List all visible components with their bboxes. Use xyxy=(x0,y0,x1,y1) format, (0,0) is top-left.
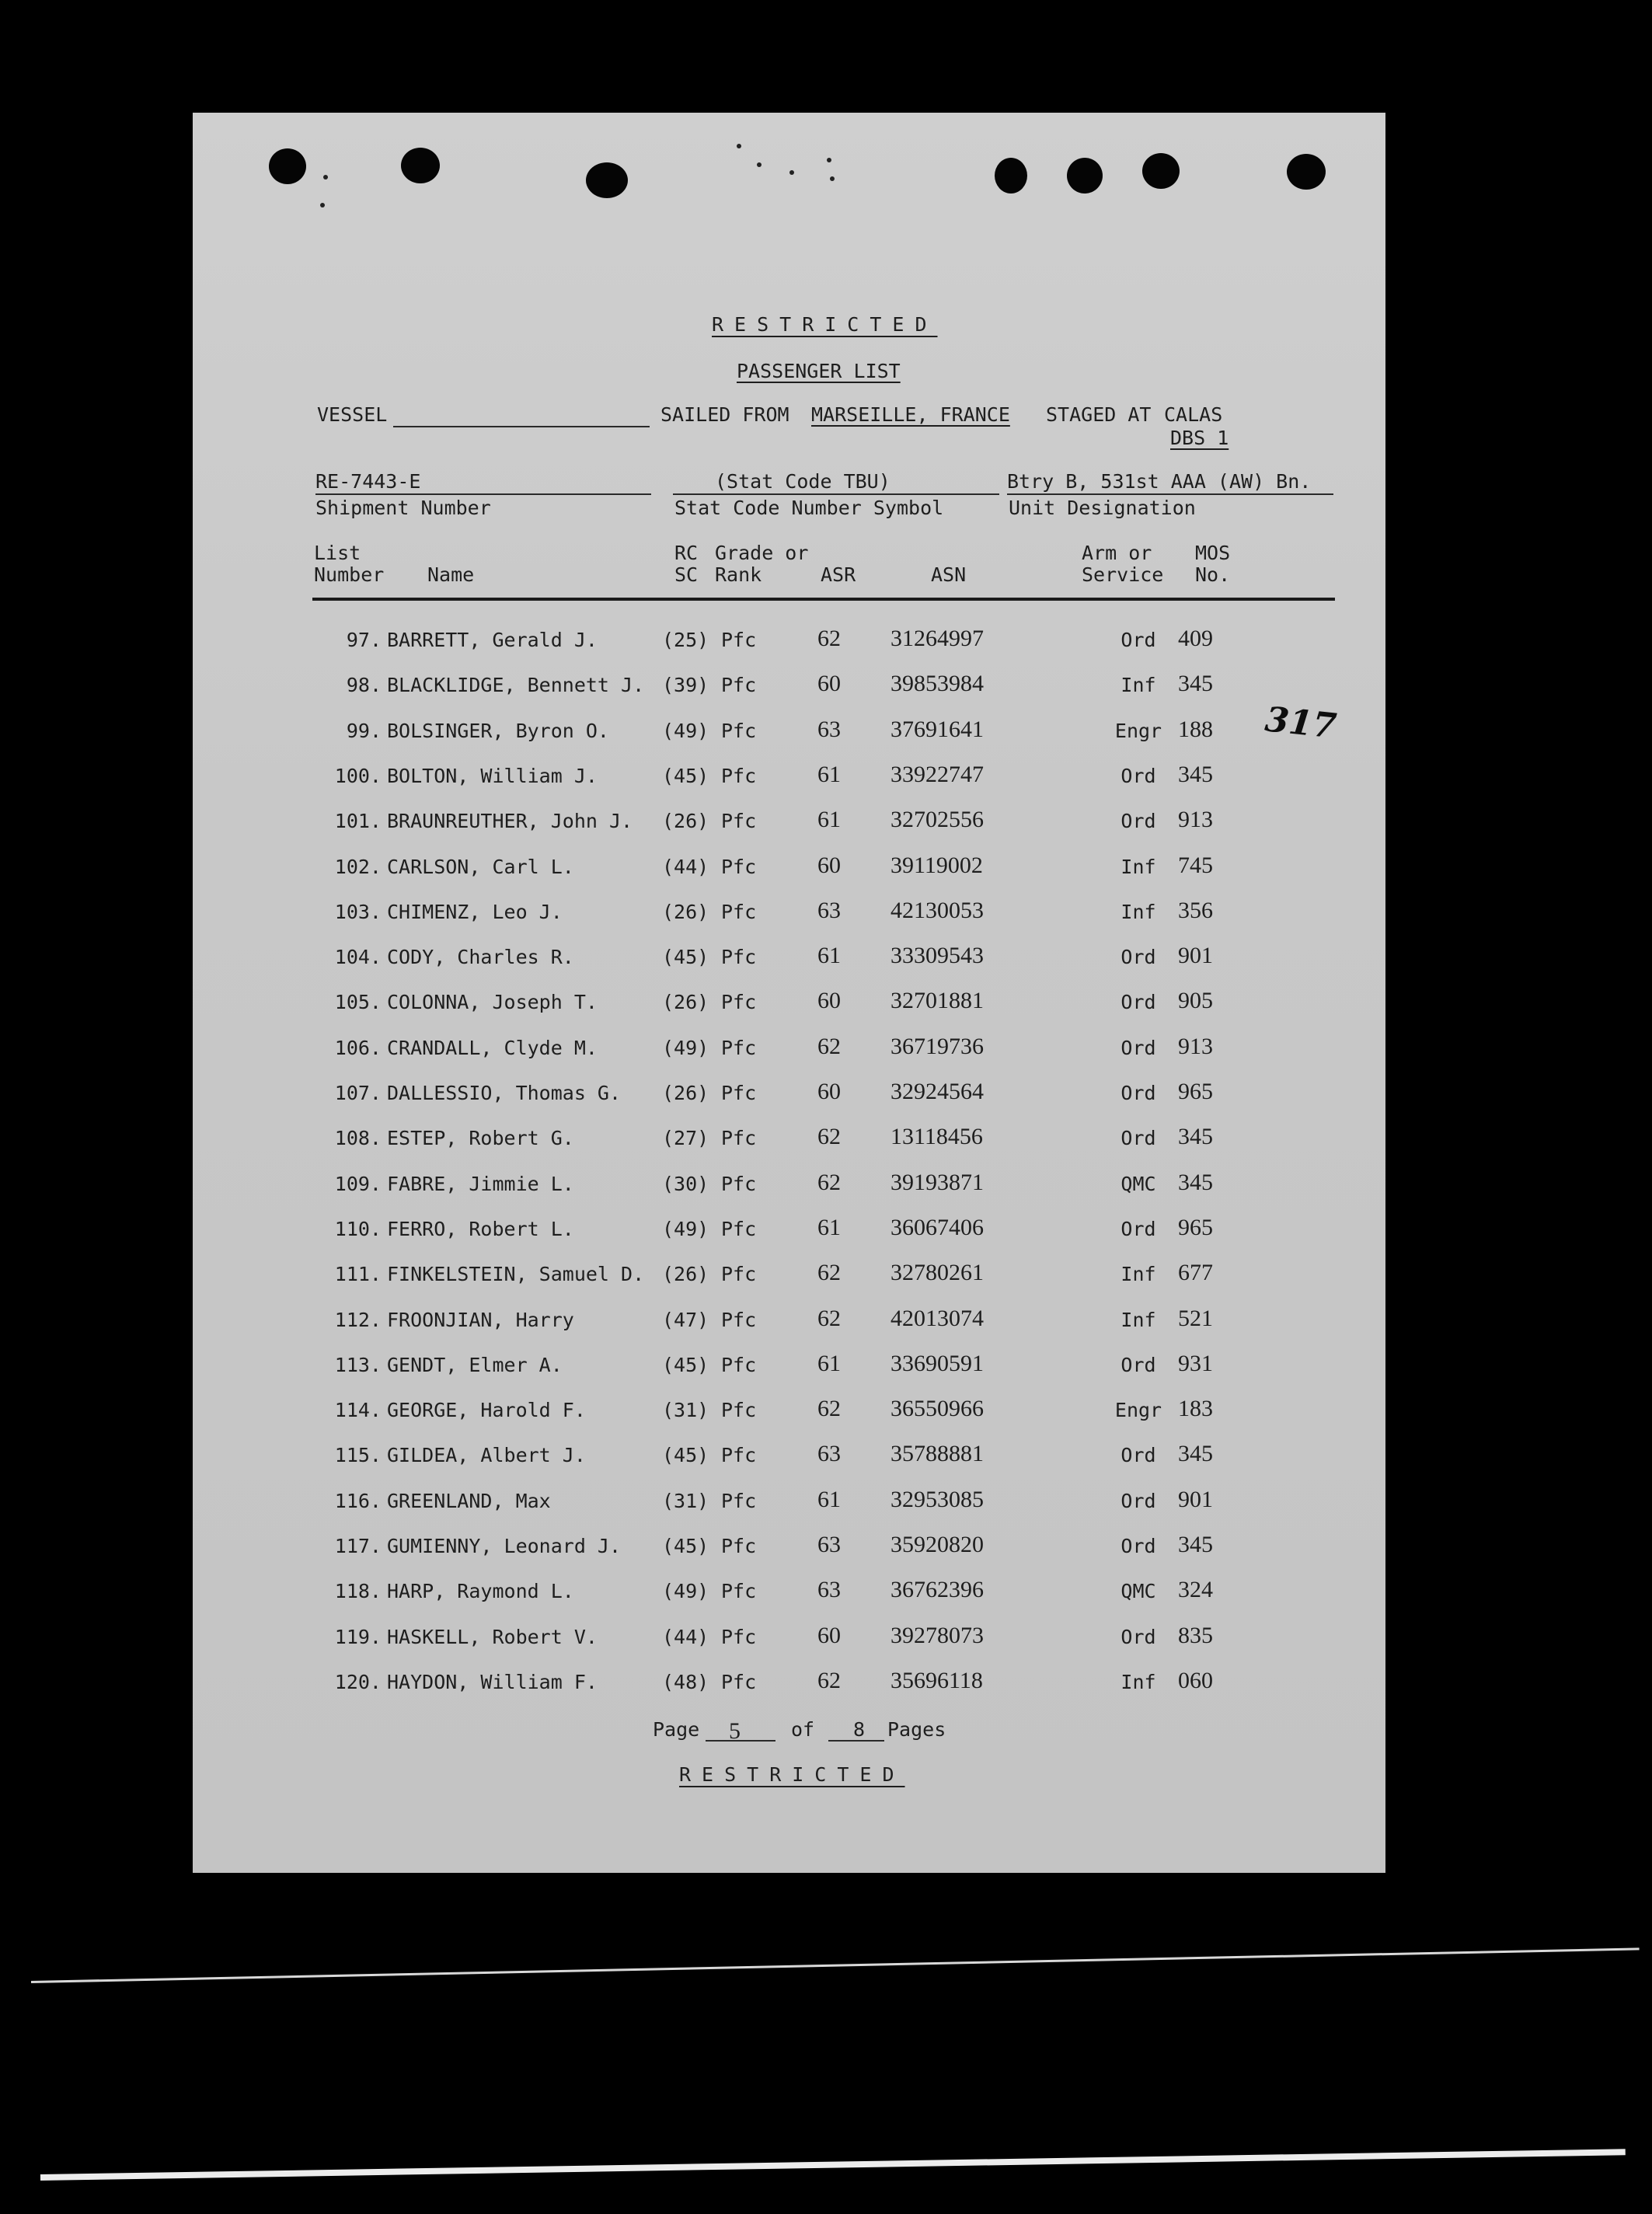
asn-number: 39193871 xyxy=(890,1169,984,1195)
passenger-name: HAYDON, William F. xyxy=(387,1670,598,1693)
rc-code: (48) xyxy=(662,1670,709,1693)
table-row xyxy=(193,807,1385,855)
shipment-number-rule xyxy=(315,493,651,495)
passenger-name: BOLSINGER, Byron O. xyxy=(387,719,609,742)
rc-code: (31) xyxy=(662,1489,709,1512)
speck xyxy=(320,203,325,207)
list-number: 120. xyxy=(334,1670,382,1693)
passenger-name: FERRO, Robert L. xyxy=(387,1217,574,1240)
list-number: 110. xyxy=(334,1217,382,1240)
asr-score: 62 xyxy=(817,1260,841,1286)
passenger-name: FINKELSTEIN, Samuel D. xyxy=(387,1263,645,1286)
speck xyxy=(789,170,794,175)
asr-score: 60 xyxy=(817,988,841,1014)
mos-number: 345 xyxy=(1178,1532,1213,1557)
table-row xyxy=(193,716,1385,765)
passenger-name: BLACKLIDGE, Bennett J. xyxy=(387,674,645,697)
punch-hole xyxy=(586,162,628,198)
col-header-mos: MOS xyxy=(1195,542,1231,564)
list-number: 106. xyxy=(334,1036,382,1059)
list-number: 112. xyxy=(334,1308,382,1331)
mos-number: 183 xyxy=(1178,1396,1213,1422)
arm-service: Inf xyxy=(1121,674,1156,697)
table-row xyxy=(193,1622,1385,1671)
list-number: 118. xyxy=(334,1580,382,1603)
table-row xyxy=(193,1486,1385,1535)
asn-number: 31264997 xyxy=(890,626,984,651)
col-header-list: List xyxy=(314,542,361,564)
list-number: 97. xyxy=(346,629,382,651)
arm-service: Ord xyxy=(1121,1625,1156,1648)
col-header-grade: Grade or xyxy=(715,542,809,564)
asr-score: 62 xyxy=(817,1667,841,1693)
list-number: 98. xyxy=(346,674,382,697)
footer-page-total: 8 xyxy=(853,1718,866,1741)
passenger-name: CARLSON, Carl L. xyxy=(387,855,574,878)
mos-number: 356 xyxy=(1178,897,1213,923)
asn-number: 36550966 xyxy=(890,1396,984,1422)
arm-service: Ord xyxy=(1121,1489,1156,1512)
arm-service: Ord xyxy=(1121,810,1156,833)
unit-designation-value: Btry B, 531st AAA (AW) Bn. xyxy=(1007,470,1312,493)
table-row xyxy=(193,1577,1385,1625)
speck xyxy=(737,144,741,148)
asn-number: 36067406 xyxy=(890,1214,984,1240)
passenger-name: GUMIENNY, Leonard J. xyxy=(387,1535,622,1557)
arm-service: Inf xyxy=(1121,1263,1156,1286)
arm-service: QMC xyxy=(1121,1172,1156,1195)
grade-rank: Pfc xyxy=(721,1353,757,1376)
grade-rank: Pfc xyxy=(721,674,757,697)
footer-page-total-rule xyxy=(828,1740,884,1742)
arm-service: Inf xyxy=(1121,900,1156,923)
asn-number: 37691641 xyxy=(890,716,984,742)
asr-score: 62 xyxy=(817,1396,841,1422)
scan-edge-line xyxy=(40,2149,1626,2181)
asr-score: 61 xyxy=(817,761,841,787)
speck xyxy=(323,175,328,180)
asn-number: 35696118 xyxy=(890,1667,983,1693)
table-row xyxy=(193,988,1385,1036)
grade-rank: Pfc xyxy=(721,1625,757,1648)
list-number: 99. xyxy=(346,719,382,742)
arm-service: QMC xyxy=(1121,1580,1156,1603)
passenger-name: BOLTON, William J. xyxy=(387,764,598,787)
punch-hole xyxy=(1067,158,1103,194)
arm-service: Ord xyxy=(1121,629,1156,651)
asn-number: 42013074 xyxy=(890,1305,984,1331)
grade-rank: Pfc xyxy=(721,764,757,787)
document-title-bottom: RESTRICTED xyxy=(679,1763,905,1786)
stat-code-label: Stat Code Number Symbol xyxy=(674,497,944,519)
grade-rank: Pfc xyxy=(721,991,757,1014)
rc-code: (26) xyxy=(662,900,709,923)
punch-hole xyxy=(269,148,306,184)
mos-number: 521 xyxy=(1178,1305,1213,1331)
list-number: 113. xyxy=(334,1353,382,1376)
list-number: 101. xyxy=(334,810,382,833)
passenger-name: GEORGE, Harold F. xyxy=(387,1399,586,1422)
table-row xyxy=(193,626,1385,674)
list-number: 115. xyxy=(334,1444,382,1467)
grade-rank: Pfc xyxy=(721,946,757,969)
header-rule xyxy=(312,598,1335,601)
grade-rank: Pfc xyxy=(721,1489,757,1512)
asn-number: 32780261 xyxy=(890,1260,984,1286)
asr-score: 61 xyxy=(817,1350,841,1376)
passenger-name: HASKELL, Robert V. xyxy=(387,1625,598,1648)
asr-score: 60 xyxy=(817,1622,841,1648)
grade-rank: Pfc xyxy=(721,1580,757,1603)
asn-number: 32924564 xyxy=(890,1079,984,1104)
grade-rank: Pfc xyxy=(721,1127,757,1150)
asr-score: 62 xyxy=(817,1305,841,1331)
passenger-name: CHIMENZ, Leo J. xyxy=(387,900,563,923)
col-header-asn: ASN xyxy=(931,563,967,586)
mos-number: 060 xyxy=(1178,1667,1213,1693)
rc-code: (45) xyxy=(662,1353,709,1376)
grade-rank: Pfc xyxy=(721,1670,757,1693)
stat-code-rule xyxy=(673,493,999,495)
list-number: 111. xyxy=(334,1263,382,1286)
asn-number: 35920820 xyxy=(890,1532,984,1557)
mos-number: 188 xyxy=(1178,716,1213,742)
unit-designation-rule xyxy=(1007,493,1333,495)
rc-code: (26) xyxy=(662,810,709,833)
rc-code: (44) xyxy=(662,1625,709,1648)
asr-score: 63 xyxy=(817,716,841,742)
asn-number: 39119002 xyxy=(890,852,983,878)
passenger-name: FABRE, Jimmie L. xyxy=(387,1172,574,1195)
mos-number: 913 xyxy=(1178,1033,1213,1059)
speck xyxy=(830,176,835,181)
asn-number: 33309543 xyxy=(890,943,984,969)
rc-code: (44) xyxy=(662,855,709,878)
list-number: 109. xyxy=(334,1172,382,1195)
footer-page-current-rule xyxy=(706,1740,775,1742)
list-number: 105. xyxy=(334,991,382,1014)
asr-score: 62 xyxy=(817,1033,841,1059)
passenger-name: BARRETT, Gerald J. xyxy=(387,629,598,651)
list-number: 116. xyxy=(334,1489,382,1512)
asr-score: 61 xyxy=(817,1486,841,1512)
mos-number: 931 xyxy=(1178,1350,1213,1376)
asr-score: 61 xyxy=(817,1214,841,1240)
passenger-name: ESTEP, Robert G. xyxy=(387,1127,574,1150)
document-subtitle: PASSENGER LIST xyxy=(737,360,901,382)
grade-rank: Pfc xyxy=(721,629,757,651)
arm-service: Engr xyxy=(1114,1399,1162,1422)
mos-number: 965 xyxy=(1178,1079,1213,1104)
list-number: 114. xyxy=(334,1399,382,1422)
arm-service: Ord xyxy=(1121,1036,1156,1059)
col-header-rc: RC xyxy=(674,542,699,564)
sailed-from-value: MARSEILLE, FRANCE xyxy=(811,403,1010,426)
footer-of-label: of xyxy=(791,1718,815,1741)
asr-score: 60 xyxy=(817,852,841,878)
unit-designation-label: Unit Designation xyxy=(1009,497,1196,519)
list-number: 100. xyxy=(334,764,382,787)
list-number: 107. xyxy=(334,1082,382,1104)
arm-service: Inf xyxy=(1121,1308,1156,1331)
rc-code: (26) xyxy=(662,1082,709,1104)
mos-number: 345 xyxy=(1178,1441,1213,1467)
arm-service: Inf xyxy=(1121,1670,1156,1693)
asr-score: 61 xyxy=(817,807,841,833)
document-title-top: RESTRICTED xyxy=(712,313,938,336)
dbs-value: DBS 1 xyxy=(1170,427,1229,449)
punch-hole xyxy=(1142,153,1180,189)
grade-rank: Pfc xyxy=(721,1444,757,1467)
grade-rank: Pfc xyxy=(721,1036,757,1059)
punch-hole xyxy=(995,158,1027,194)
asr-score: 60 xyxy=(817,1079,841,1104)
asr-score: 61 xyxy=(817,943,841,969)
asn-number: 39853984 xyxy=(890,671,984,697)
table-row xyxy=(193,1532,1385,1580)
handwritten-page-number: 317 xyxy=(1263,699,1339,747)
rc-code: (31) xyxy=(662,1399,709,1422)
passenger-name: CODY, Charles R. xyxy=(387,946,574,969)
arm-service: Ord xyxy=(1121,1082,1156,1104)
list-number: 117. xyxy=(334,1535,382,1557)
grade-rank: Pfc xyxy=(721,1172,757,1195)
asr-score: 63 xyxy=(817,897,841,923)
rc-code: (30) xyxy=(662,1172,709,1195)
table-row xyxy=(193,1033,1385,1082)
list-number: 108. xyxy=(334,1127,382,1150)
mos-number: 901 xyxy=(1178,1486,1213,1512)
mos-number: 835 xyxy=(1178,1622,1213,1648)
asn-number: 33922747 xyxy=(890,761,984,787)
rc-code: (26) xyxy=(662,991,709,1014)
shipment-number-value: RE-7443-E xyxy=(315,470,421,493)
table-row xyxy=(193,852,1385,901)
passenger-name: FROONJIAN, Harry xyxy=(387,1308,574,1331)
grade-rank: Pfc xyxy=(721,1263,757,1286)
staged-at-label: STAGED AT xyxy=(1046,403,1152,426)
punch-hole xyxy=(401,148,440,183)
footer-pages-label: Pages xyxy=(887,1718,946,1741)
rc-code: (49) xyxy=(662,1580,709,1603)
asn-number: 32702556 xyxy=(890,807,984,833)
table-row xyxy=(193,943,1385,991)
stat-code-value: (Stat Code TBU) xyxy=(715,470,890,493)
asn-number: 39278073 xyxy=(890,1622,984,1648)
rc-code: (49) xyxy=(662,719,709,742)
mos-number: 345 xyxy=(1178,671,1213,697)
col-header-service: Service xyxy=(1082,563,1164,586)
asn-number: 32701881 xyxy=(890,988,984,1014)
passenger-name: BRAUNREUTHER, John J. xyxy=(387,810,633,833)
rc-code: (49) xyxy=(662,1217,709,1240)
passenger-name: GENDT, Elmer A. xyxy=(387,1353,563,1376)
arm-service: Ord xyxy=(1121,1444,1156,1467)
table-row xyxy=(193,1124,1385,1172)
mos-number: 965 xyxy=(1178,1214,1213,1240)
rc-code: (47) xyxy=(662,1308,709,1331)
rc-code: (45) xyxy=(662,1535,709,1557)
arm-service: Ord xyxy=(1121,1217,1156,1240)
rc-code: (45) xyxy=(662,946,709,969)
table-row xyxy=(193,1396,1385,1444)
rc-code: (39) xyxy=(662,674,709,697)
mos-number: 913 xyxy=(1178,807,1213,833)
mos-number: 345 xyxy=(1178,1124,1213,1150)
asn-number: 36719736 xyxy=(890,1033,984,1059)
staged-at-value: CALAS xyxy=(1164,403,1223,426)
punch-hole xyxy=(1287,154,1326,190)
asr-score: 62 xyxy=(817,626,841,651)
table-row xyxy=(193,1169,1385,1218)
list-number: 103. xyxy=(334,900,382,923)
shipment-number-label: Shipment Number xyxy=(315,497,491,519)
table-row xyxy=(193,671,1385,719)
rc-code: (25) xyxy=(662,629,709,651)
arm-service: Ord xyxy=(1121,1353,1156,1376)
grade-rank: Pfc xyxy=(721,1535,757,1557)
table-row xyxy=(193,1260,1385,1308)
table-row xyxy=(193,1441,1385,1489)
asr-score: 62 xyxy=(817,1169,841,1195)
mos-number: 345 xyxy=(1178,761,1213,787)
list-number: 119. xyxy=(334,1625,382,1648)
table-row xyxy=(193,1079,1385,1127)
grade-rank: Pfc xyxy=(721,855,757,878)
asr-score: 63 xyxy=(817,1532,841,1557)
table-row xyxy=(193,761,1385,810)
arm-service: Ord xyxy=(1121,1535,1156,1557)
col-header-name: Name xyxy=(427,563,475,586)
asr-score: 62 xyxy=(817,1124,841,1150)
passenger-name: DALLESSIO, Thomas G. xyxy=(387,1082,622,1104)
col-header-number: Number xyxy=(314,563,385,586)
grade-rank: Pfc xyxy=(721,1399,757,1422)
rc-code: (45) xyxy=(662,1444,709,1467)
list-number: 102. xyxy=(334,855,382,878)
passenger-name: CRANDALL, Clyde M. xyxy=(387,1036,598,1059)
col-header-sc: SC xyxy=(674,563,699,586)
vessel-label: VESSEL xyxy=(317,403,388,426)
grade-rank: Pfc xyxy=(721,1308,757,1331)
mos-number: 901 xyxy=(1178,943,1213,969)
asn-number: 32953085 xyxy=(890,1486,984,1512)
arm-service: Ord xyxy=(1121,1127,1156,1150)
grade-rank: Pfc xyxy=(721,1217,757,1240)
col-header-mos-no: No. xyxy=(1195,563,1231,586)
arm-service: Ord xyxy=(1121,764,1156,787)
table-row xyxy=(193,897,1385,946)
mos-number: 677 xyxy=(1178,1260,1213,1286)
passenger-name: COLONNA, Joseph T. xyxy=(387,991,598,1014)
asn-number: 13118456 xyxy=(890,1124,983,1150)
grade-rank: Pfc xyxy=(721,719,757,742)
scan-edge-line xyxy=(31,1947,1640,1983)
asr-score: 63 xyxy=(817,1441,841,1467)
asr-score: 63 xyxy=(817,1577,841,1603)
mos-number: 345 xyxy=(1178,1169,1213,1195)
footer-page-label: Page xyxy=(653,1718,700,1741)
rc-code: (27) xyxy=(662,1127,709,1150)
col-header-rank: Rank xyxy=(715,563,762,586)
rc-code: (45) xyxy=(662,764,709,787)
asn-number: 42130053 xyxy=(890,897,984,923)
grade-rank: Pfc xyxy=(721,900,757,923)
col-header-asr: ASR xyxy=(821,563,856,586)
table-row xyxy=(193,1667,1385,1716)
arm-service: Ord xyxy=(1121,991,1156,1014)
table-row xyxy=(193,1350,1385,1399)
sailed-from-label: SAILED FROM xyxy=(660,403,789,426)
mos-number: 409 xyxy=(1178,626,1213,651)
grade-rank: Pfc xyxy=(721,810,757,833)
mos-number: 905 xyxy=(1178,988,1213,1014)
list-number: 104. xyxy=(334,946,382,969)
mos-number: 324 xyxy=(1178,1577,1213,1603)
table-row xyxy=(193,1214,1385,1263)
table-row xyxy=(193,1305,1385,1354)
speck xyxy=(757,162,762,167)
asn-number: 36762396 xyxy=(890,1577,984,1603)
rc-code: (26) xyxy=(662,1263,709,1286)
mos-number: 745 xyxy=(1178,852,1213,878)
asn-number: 35788881 xyxy=(890,1441,984,1467)
passenger-name: GREENLAND, Max xyxy=(387,1489,551,1512)
grade-rank: Pfc xyxy=(721,1082,757,1104)
document-page xyxy=(193,113,1385,1873)
rc-code: (49) xyxy=(662,1036,709,1059)
asn-number: 33690591 xyxy=(890,1350,984,1376)
arm-service: Ord xyxy=(1121,946,1156,969)
asr-score: 60 xyxy=(817,671,841,697)
speck xyxy=(827,158,831,162)
arm-service: Inf xyxy=(1121,855,1156,878)
col-header-arm: Arm or xyxy=(1082,542,1152,564)
passenger-name: HARP, Raymond L. xyxy=(387,1580,574,1603)
passenger-name: GILDEA, Albert J. xyxy=(387,1444,586,1467)
vessel-blank-line xyxy=(393,426,650,427)
arm-service: Engr xyxy=(1114,719,1162,742)
footer-page-current: 5 xyxy=(729,1718,741,1744)
